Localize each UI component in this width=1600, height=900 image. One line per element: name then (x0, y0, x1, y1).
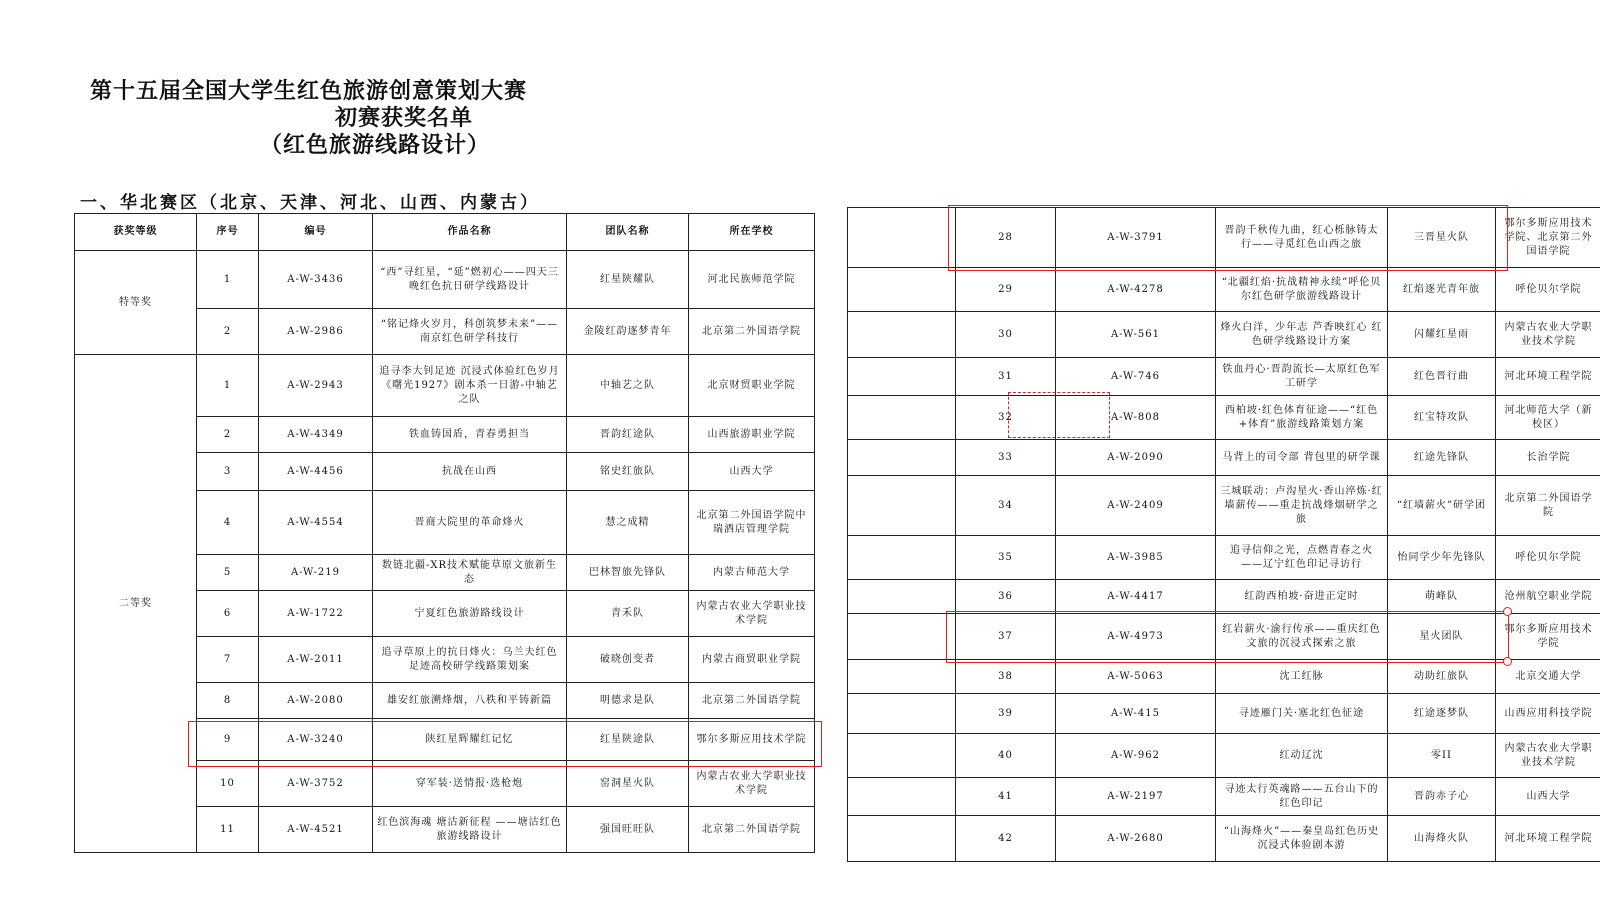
table-row (848, 660, 1600, 694)
team-name-cell: 青禾队 (567, 591, 689, 637)
work-name-cell: 寻迹雁门关·塞北红色征途 (1216, 694, 1388, 734)
code-cell: A-W-1722 (259, 591, 373, 637)
team-name-cell: 红焰逐光青年旅 (1388, 268, 1496, 312)
award-level-cell (848, 694, 956, 734)
team-name-cell: 慧之成精 (567, 491, 689, 555)
table-row (848, 694, 1600, 734)
table-row (848, 208, 1600, 268)
highlight-handle-top (1503, 607, 1512, 616)
table-row (848, 268, 1600, 312)
seq-cell: 39 (956, 694, 1056, 734)
award-level-cell: 特等奖 (75, 251, 197, 355)
table-row (848, 396, 1600, 440)
code-cell: A-W-2080 (259, 683, 373, 719)
code-cell: A-W-4456 (259, 453, 373, 491)
header-award: 获奖等级 (75, 214, 197, 251)
document-title (90, 78, 810, 159)
left-award-table (74, 213, 815, 853)
team-name-cell: 零II (1388, 734, 1496, 778)
code-cell: A-W-4554 (259, 491, 373, 555)
right-table-body (848, 208, 1600, 862)
school-cell: 山西应用科技学院 (1496, 694, 1600, 734)
table-row (848, 312, 1600, 358)
seq-cell: 2 (197, 309, 259, 355)
team-name-cell: 窑洞星火队 (567, 761, 689, 807)
work-name-cell: 红色滨海魂 塘沽新征程 ——塘沽红色旅游线路设计 (373, 807, 567, 853)
table-row (848, 778, 1600, 816)
code-cell: A-W-808 (1056, 396, 1216, 440)
award-level-cell (848, 358, 956, 396)
school-cell: 北京第二外国语学院 (689, 309, 815, 355)
award-level-cell (848, 816, 956, 862)
highlight-handle-bottom (1503, 657, 1512, 666)
code-cell: A-W-2011 (259, 637, 373, 683)
table-row (75, 251, 815, 309)
code-cell: A-W-962 (1056, 734, 1216, 778)
award-level-cell: 二等奖 (75, 355, 197, 853)
work-name-cell: 抗战在山西 (373, 453, 567, 491)
code-cell: A-W-5063 (1056, 660, 1216, 694)
award-level-cell (848, 312, 956, 358)
seq-cell: 38 (956, 660, 1056, 694)
work-name-cell: 追寻草原上的抗日烽火：乌兰夫红色足迹高校研学线路策划案 (373, 637, 567, 683)
school-cell: 内蒙古农业大学职业技术学院 (1496, 312, 1600, 358)
work-name-cell: 铁血丹心·晋韵流长—太原红色军工研学 (1216, 358, 1388, 396)
work-name-cell: 马背上的司令部 背包里的研学课 (1216, 440, 1388, 476)
team-name-cell: 红色晋行曲 (1388, 358, 1496, 396)
seq-cell: 28 (956, 208, 1056, 268)
work-name-cell: 陕红星辉耀红记忆 (373, 719, 567, 761)
seq-cell: 1 (197, 251, 259, 309)
work-name-cell: 追寻李大钊足迹 沉浸式体验红色岁月《曙光1927》剧本杀一日游-中轴艺之队 (373, 355, 567, 417)
school-cell: 河北环境工程学院 (1496, 358, 1600, 396)
team-name-cell: 星火团队 (1388, 614, 1496, 660)
team-name-cell: 晋韵赤子心 (1388, 778, 1496, 816)
title-line-2: 初赛获奖名单 (335, 105, 474, 131)
code-cell: A-W-746 (1056, 358, 1216, 396)
code-cell: A-W-3985 (1056, 536, 1216, 580)
school-cell: 沧州航空职业学院 (1496, 580, 1600, 614)
seq-cell: 1 (197, 355, 259, 417)
award-level-cell (848, 660, 956, 694)
work-name-cell: 三城联动：卢沟星火·香山淬炼·红墙薪传——重走抗战烽烟研学之旅 (1216, 476, 1388, 536)
work-name-cell: “铭记烽火岁月，科创筑梦未来”——南京红色研学科技行 (373, 309, 567, 355)
school-cell: 河北民族师范学院 (689, 251, 815, 309)
work-name-cell: “山海烽火”——秦皇岛红色历史沉浸式体验剧本游 (1216, 816, 1388, 862)
school-cell: 呼伦贝尔学院 (1496, 536, 1600, 580)
school-cell: 北京交通大学 (1496, 660, 1600, 694)
seq-cell: 29 (956, 268, 1056, 312)
work-name-cell: 红动辽沈 (1216, 734, 1388, 778)
award-level-cell (848, 476, 956, 536)
seq-cell: 10 (197, 761, 259, 807)
team-name-cell: 铭史红旅队 (567, 453, 689, 491)
header-work: 作品名称 (373, 214, 567, 251)
seq-cell: 41 (956, 778, 1056, 816)
header-school: 所在学校 (689, 214, 815, 251)
seq-cell: 32 (956, 396, 1056, 440)
seq-cell: 34 (956, 476, 1056, 536)
team-name-cell: 红途逐梦队 (1388, 694, 1496, 734)
code-cell: A-W-561 (1056, 312, 1216, 358)
code-cell: A-W-2680 (1056, 816, 1216, 862)
title-line-3: （红色旅游线路设计） (260, 132, 491, 158)
section-heading: 一、华北赛区（北京、天津、河北、山西、内蒙古） (80, 193, 540, 213)
team-name-cell: 红途先锋队 (1388, 440, 1496, 476)
team-name-cell: 破晓创变者 (567, 637, 689, 683)
school-cell: 山西大学 (1496, 778, 1600, 816)
code-cell: A-W-2090 (1056, 440, 1216, 476)
seq-cell: 37 (956, 614, 1056, 660)
award-level-cell (848, 396, 956, 440)
code-cell: A-W-2986 (259, 309, 373, 355)
table-row (848, 536, 1600, 580)
seq-cell: 11 (197, 807, 259, 853)
team-name-cell: 萌峰队 (1388, 580, 1496, 614)
work-name-cell: “北疆红焰·抗战精神永续”呼伦贝尔红色研学旅游线路设计 (1216, 268, 1388, 312)
award-level-cell (848, 614, 956, 660)
seq-cell: 31 (956, 358, 1056, 396)
code-cell: A-W-219 (259, 555, 373, 591)
school-cell: 河北环境工程学院 (1496, 816, 1600, 862)
team-name-cell: 怡同学少年先锋队 (1388, 536, 1496, 580)
school-cell: 内蒙古农业大学职业技术学院 (1496, 734, 1600, 778)
team-name-cell: 金陵红韵逐梦青年 (567, 309, 689, 355)
seq-cell: 4 (197, 491, 259, 555)
school-cell: 山西大学 (689, 453, 815, 491)
team-name-cell: 红宝特攻队 (1388, 396, 1496, 440)
work-name-cell: 红岩薪火·渝行传承——重庆红色文旅的沉浸式探索之旅 (1216, 614, 1388, 660)
team-name-cell: 闪耀红星雨 (1388, 312, 1496, 358)
school-cell: 北京第二外国语学院中瑞酒店管理学院 (689, 491, 815, 555)
table-row (848, 580, 1600, 614)
seq-cell: 42 (956, 816, 1056, 862)
code-cell: A-W-3436 (259, 251, 373, 309)
school-cell: 山西旅游职业学院 (689, 417, 815, 453)
school-cell: 北京第二外国语学院 (689, 683, 815, 719)
award-level-cell (848, 208, 956, 268)
work-name-cell: 铁血铸国盾，青春勇担当 (373, 417, 567, 453)
table-row (848, 440, 1600, 476)
seq-cell: 2 (197, 417, 259, 453)
code-cell: A-W-3791 (1056, 208, 1216, 268)
award-level-cell (848, 734, 956, 778)
work-name-cell: 沈工红脉 (1216, 660, 1388, 694)
seq-cell: 7 (197, 637, 259, 683)
team-name-cell: 强国旺旺队 (567, 807, 689, 853)
work-name-cell: 西柏坡·红色体育征途——“红色+体育”旅游线路策划方案 (1216, 396, 1388, 440)
seq-cell: 9 (197, 719, 259, 761)
work-name-cell: 寻迹太行英魂路——五台山下的红色印记 (1216, 778, 1388, 816)
team-name-cell: 山海烽火队 (1388, 816, 1496, 862)
seq-cell: 3 (197, 453, 259, 491)
team-name-cell: 明德求是队 (567, 683, 689, 719)
school-cell: 河北师范大学（新校区） (1496, 396, 1600, 440)
table-header-row (75, 214, 815, 251)
code-cell: A-W-415 (1056, 694, 1216, 734)
code-cell: A-W-2943 (259, 355, 373, 417)
school-cell: 鄂尔多斯应用技术学院、北京第二外国语学院 (1496, 208, 1600, 268)
school-cell: 长治学院 (1496, 440, 1600, 476)
work-name-cell: 穿军装·送情报·选枪炮 (373, 761, 567, 807)
code-cell: A-W-4417 (1056, 580, 1216, 614)
table-row (75, 355, 815, 417)
seq-cell: 8 (197, 683, 259, 719)
seq-cell: 5 (197, 555, 259, 591)
team-name-cell: 中轴艺之队 (567, 355, 689, 417)
code-cell: A-W-3240 (259, 719, 373, 761)
table-row (848, 358, 1600, 396)
table-row (848, 734, 1600, 778)
header-code: 编号 (259, 214, 373, 251)
seq-cell: 35 (956, 536, 1056, 580)
header-team: 团队名称 (567, 214, 689, 251)
school-cell: 内蒙古商贸职业学院 (689, 637, 815, 683)
school-cell: 鄂尔多斯应用技术学院 (1496, 614, 1600, 660)
school-cell: 内蒙古农业大学职业技术学院 (689, 591, 815, 637)
seq-cell: 30 (956, 312, 1056, 358)
work-name-cell: 红韵西柏坡·奋进正定时 (1216, 580, 1388, 614)
header-seq: 序号 (197, 214, 259, 251)
table-row (848, 614, 1600, 660)
code-cell: A-W-2409 (1056, 476, 1216, 536)
seq-cell: 40 (956, 734, 1056, 778)
team-name-cell: 晋韵红途队 (567, 417, 689, 453)
award-level-cell (848, 580, 956, 614)
award-level-cell (848, 268, 956, 312)
work-name-cell: “西”寻红星，“延”燃初心——四天三晚红色抗日研学线路设计 (373, 251, 567, 309)
school-cell: 北京第二外国语学院 (689, 807, 815, 853)
award-level-cell (848, 440, 956, 476)
table-row (848, 476, 1600, 536)
left-table-body (75, 251, 815, 853)
seq-cell: 33 (956, 440, 1056, 476)
work-name-cell: 追寻信仰之光，点燃青春之火——辽宁红色印记寻访行 (1216, 536, 1388, 580)
school-cell: 北京第二外国语学院 (1496, 476, 1600, 536)
right-award-table (847, 207, 1600, 862)
school-cell: 鄂尔多斯应用技术学院 (689, 719, 815, 761)
school-cell: 内蒙古农业大学职业技术学院 (689, 761, 815, 807)
code-cell: A-W-4349 (259, 417, 373, 453)
seq-cell: 36 (956, 580, 1056, 614)
team-name-cell: 巴林智旅先锋队 (567, 555, 689, 591)
work-name-cell: 雄安红旅溯烽烟，八秩和平铸新篇 (373, 683, 567, 719)
code-cell: A-W-4521 (259, 807, 373, 853)
team-name-cell: 动助红旅队 (1388, 660, 1496, 694)
team-name-cell: 三晋星火队 (1388, 208, 1496, 268)
team-name-cell: “红墙薪火”研学团 (1388, 476, 1496, 536)
school-cell: 呼伦贝尔学院 (1496, 268, 1600, 312)
code-cell: A-W-4973 (1056, 614, 1216, 660)
team-name-cell: 红星陕途队 (567, 719, 689, 761)
work-name-cell: 宁夏红色旅游路线设计 (373, 591, 567, 637)
code-cell: A-W-2197 (1056, 778, 1216, 816)
award-level-cell (848, 778, 956, 816)
code-cell: A-W-4278 (1056, 268, 1216, 312)
work-name-cell: 晋商大院里的革命烽火 (373, 491, 567, 555)
work-name-cell: 烽火白洋，少年志 芦香映红心 红色研学线路设计方案 (1216, 312, 1388, 358)
team-name-cell: 红星陕耀队 (567, 251, 689, 309)
work-name-cell: 晋韵千秋传九曲，红心栎脉铸太行——寻觅红色山西之旅 (1216, 208, 1388, 268)
title-line-1: 第十五届全国大学生红色旅游创意策划大赛 (90, 78, 528, 104)
work-name-cell: 数链北疆-XR技术赋能草原文旅新生态 (373, 555, 567, 591)
seq-cell: 6 (197, 591, 259, 637)
table-row (848, 816, 1600, 862)
code-cell: A-W-3752 (259, 761, 373, 807)
school-cell: 内蒙古师范大学 (689, 555, 815, 591)
award-level-cell (848, 536, 956, 580)
school-cell: 北京财贸职业学院 (689, 355, 815, 417)
